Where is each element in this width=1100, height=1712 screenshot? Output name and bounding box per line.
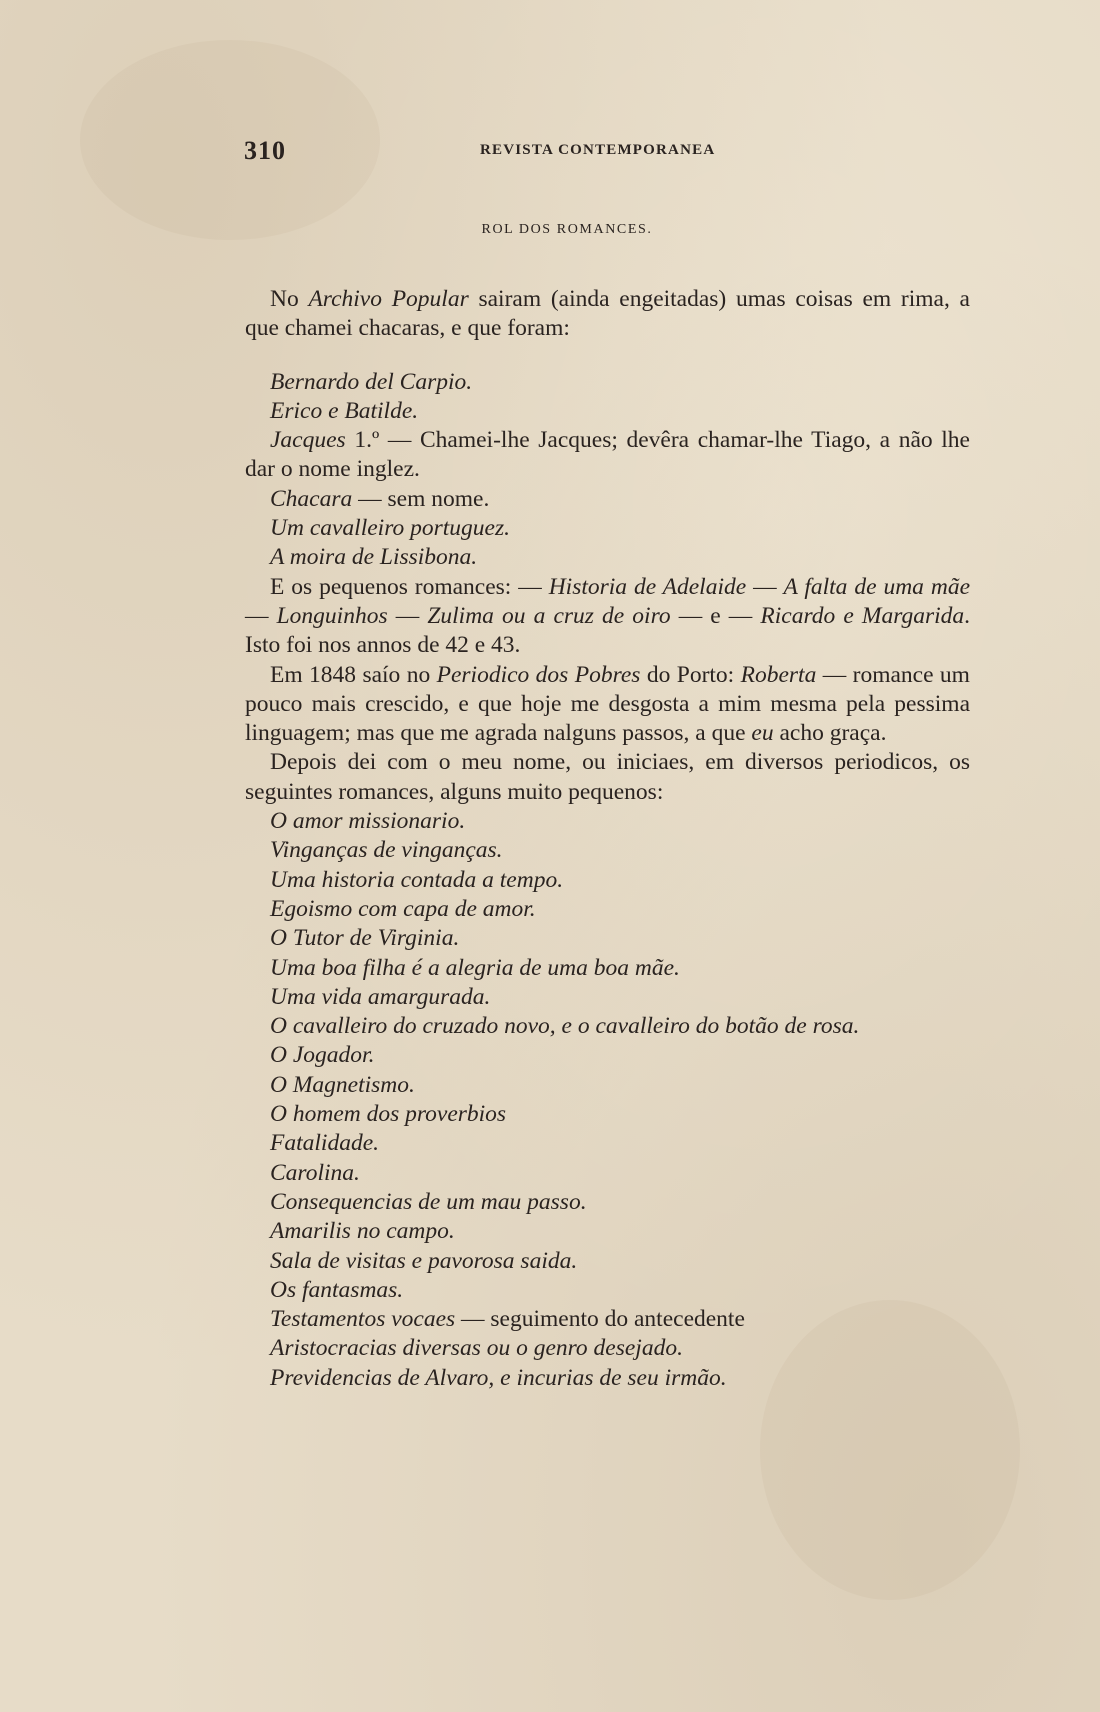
- body-text: [245, 285, 970, 1393]
- romance-item: Sala de visitas e pavorosa saida.: [270, 1247, 578, 1274]
- romance-item: Testamentos vocaes — seguimento do antecedente: [270, 1306, 745, 1333]
- journal-title: REVISTA CONTEMPORANEA: [480, 142, 716, 158]
- romance-item: O Magnetismo.: [270, 1071, 415, 1098]
- romance-item: Uma vida amargurada.: [270, 983, 491, 1010]
- romances-tail-list: [245, 1334, 970, 1393]
- section-title: ROL DOS ROMANCES.: [481, 222, 653, 237]
- page-number: 310: [244, 136, 286, 165]
- romance-item: Fatalidade.: [270, 1130, 379, 1157]
- depois-paragraph: Depois dei com o meu nome, ou iniciaes, em diversos periodicos, os seguintes romances, alguns muito pequenos:: [245, 749, 970, 805]
- romance-item: Previdencias de Alvaro, e incurias de seu irmão.: [270, 1364, 727, 1391]
- romances-list: [245, 807, 970, 1305]
- romance-item: Amarilis no campo.: [270, 1218, 455, 1245]
- roberta-paragraph: Em 1848 saío no Periodico dos Pobres do Porto: Roberta — romance um pouco mais crescido, e que hoje me desgosta a mim mesma pela pessima linguagem; mas que me agrada nalguns passos, a que eu acho graça.: [245, 661, 970, 747]
- romance-item: Uma historia contada a tempo.: [270, 866, 564, 893]
- romance-item: Consequencias de um mau passo.: [270, 1188, 587, 1215]
- romance-item: O homem dos proverbios: [270, 1101, 507, 1128]
- pequenos-romances-paragraph: E os pequenos romances: — Historia de Adelaide — A falta de uma mãe — Longuinhos — Zulima ou a cruz de oiro — e — Ricardo e Margarida. Isto foi nos annos de 42 e 43.: [245, 573, 971, 659]
- running-head: [244, 136, 974, 166]
- chacara-item: Erico e Batilde.: [270, 397, 419, 424]
- romance-item: O Tutor de Virginia.: [270, 925, 460, 952]
- romance-item: Uma boa filha é a alegria de uma boa mãe.: [270, 954, 680, 981]
- romance-item: O cavalleiro do cruzado novo, e o cavalleiro do botão de rosa.: [270, 1013, 860, 1040]
- romance-item: O Jogador.: [270, 1042, 375, 1069]
- romance-item: Aristocracias diversas ou o genro desejado.: [270, 1335, 683, 1362]
- chacara-item: Um cavalleiro portuguez.: [270, 515, 510, 542]
- romance-item: Egoismo com capa de amor.: [270, 895, 536, 922]
- chacara-item: A moira de Lissibona.: [270, 544, 478, 571]
- romance-item: O amor missionario.: [270, 808, 466, 835]
- chacara-item: Bernardo del Carpio.: [270, 368, 473, 395]
- chacara-item: Jacques 1.º — Chamei-lhe Jacques; devêra chamar-lhe Tiago, a não lhe dar o nome inglez.: [245, 427, 970, 483]
- romance-item: Vinganças de vinganças.: [270, 837, 503, 864]
- romance-item: Carolina.: [270, 1159, 360, 1186]
- romance-item: Os fantasmas.: [270, 1276, 404, 1303]
- chacara-item: Chacara — sem nome.: [270, 485, 490, 512]
- intro-paragraph: No Archivo Popular sairam (ainda engeitadas) umas coisas em rima, a que chamei chacaras, e que foram:: [245, 286, 970, 342]
